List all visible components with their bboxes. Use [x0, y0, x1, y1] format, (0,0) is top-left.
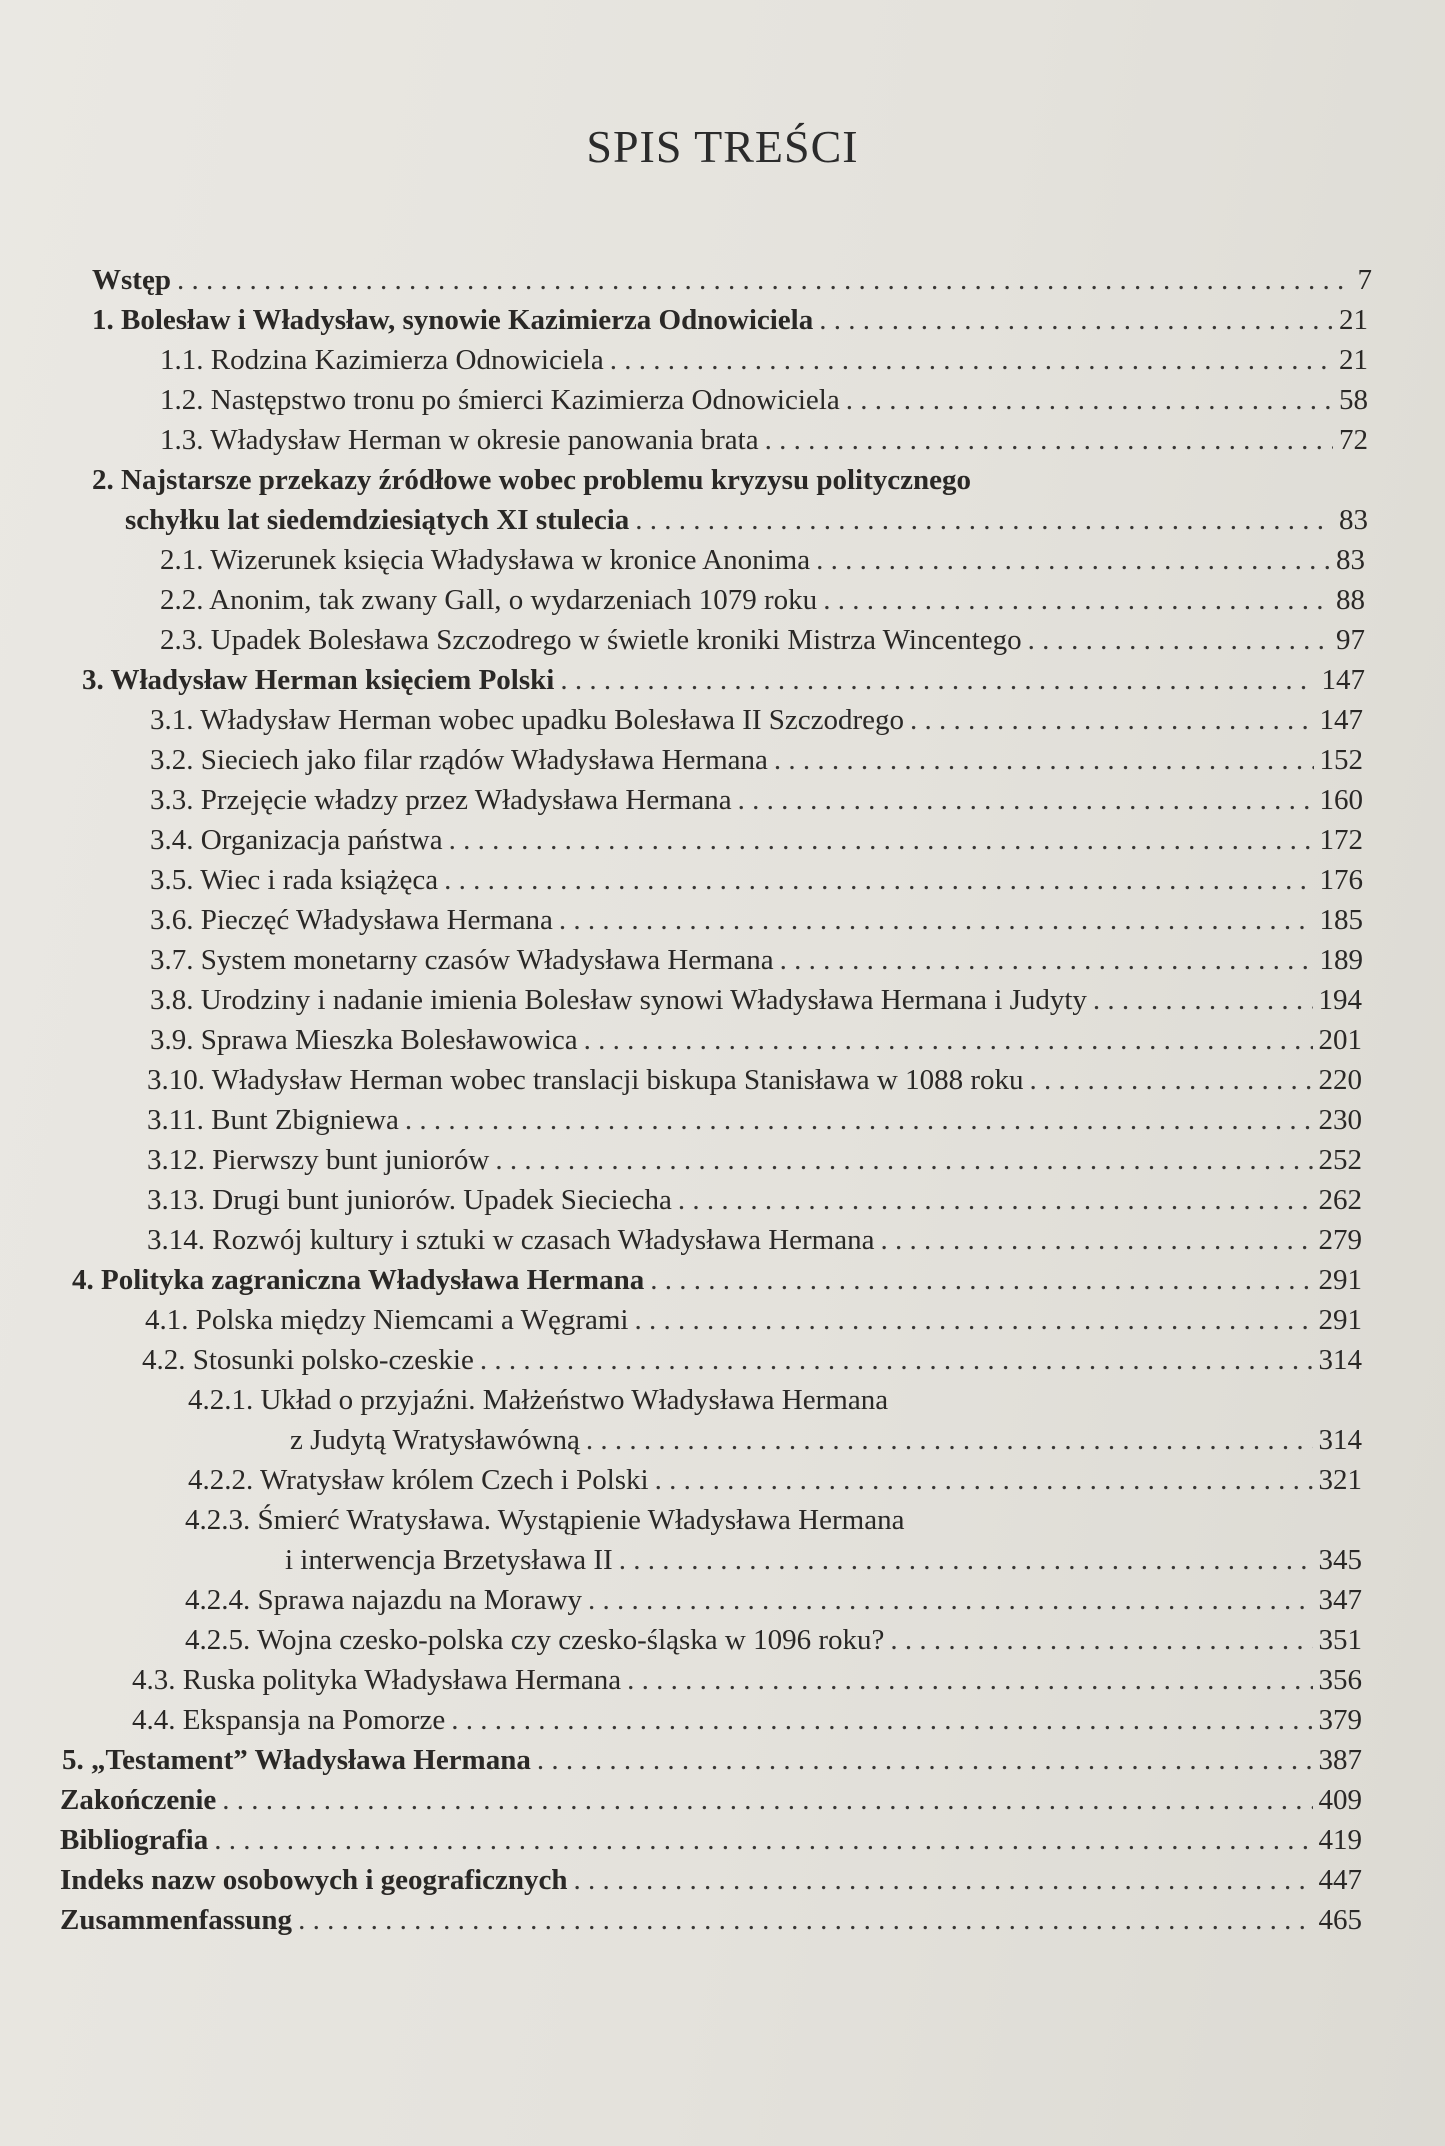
- dot-leader: [560, 662, 1315, 698]
- toc-entry-title: Indeks nazw osobowych i geograficznych: [60, 1864, 568, 1896]
- toc-entry: [92, 302, 1368, 338]
- dot-leader: [816, 542, 1330, 578]
- toc-entry-title: 1.1. Rodzina Kazimierza Odnowiciela: [160, 344, 604, 376]
- toc-entry: [150, 742, 1363, 778]
- toc-entry: [60, 1822, 1362, 1858]
- toc-entry-title: 1. Bolesław i Władysław, synowie Kazimierza Odnowiciela: [92, 304, 814, 336]
- toc-entry-page-number: 419: [1318, 1824, 1362, 1856]
- toc-entry-title: 2.1. Wizerunek księcia Władysława w kronice Anonima: [160, 544, 811, 576]
- dot-leader: [588, 1582, 1312, 1618]
- toc-entry-page-number: 147: [1321, 664, 1365, 696]
- dot-leader: [774, 742, 1314, 778]
- dot-leader: [678, 1182, 1313, 1218]
- toc-entry-title: 3.1. Władysław Herman wobec upadku Bolesława II Szczodrego: [150, 704, 905, 736]
- toc-entry-page-number: 230: [1318, 1104, 1362, 1136]
- toc-entry-title: 3.11. Bunt Zbigniewa: [147, 1104, 399, 1136]
- toc-entry: [125, 502, 1368, 538]
- toc-entry-page-number: 447: [1318, 1864, 1362, 1896]
- dot-leader: [819, 302, 1333, 338]
- dot-leader: [405, 1102, 1313, 1138]
- toc-entry-page-number: 189: [1319, 944, 1363, 976]
- toc-entry-title: 2.2. Anonim, tak zwany Gall, o wydarzeniach 1079 roku: [160, 584, 818, 616]
- toc-entry-page-number: 21: [1339, 344, 1368, 376]
- toc-entry: [150, 782, 1363, 818]
- dot-leader: [610, 342, 1333, 378]
- toc-entry-page-number: 83: [1339, 504, 1368, 536]
- toc-entry-title: 3.13. Drugi bunt juniorów. Upadek Sieciecha: [147, 1184, 672, 1216]
- dot-leader: [1028, 622, 1330, 658]
- toc-entry-page-number: 7: [1357, 264, 1372, 296]
- toc-entry-title: 4.2.4. Sprawa najazdu na Morawy: [185, 1584, 583, 1616]
- toc-entry-title: 4.2.2. Wratysław królem Czech i Polski: [188, 1464, 649, 1496]
- dot-leader: [451, 1702, 1312, 1738]
- dot-leader: [586, 1422, 1313, 1458]
- dot-leader: [298, 1902, 1312, 1938]
- toc-entry: [60, 1862, 1362, 1898]
- toc-entry-title: 4.3. Ruska polityka Władysława Hermana: [132, 1664, 622, 1696]
- dot-leader: [444, 862, 1313, 898]
- toc-entry-title: Wstęp: [92, 264, 171, 296]
- toc-entry-page-number: 409: [1318, 1784, 1362, 1816]
- toc-entry: [62, 1742, 1362, 1778]
- toc-entry-page-number: 194: [1318, 984, 1362, 1016]
- toc-entry: [150, 862, 1363, 898]
- page-title: SPIS TREŚCI: [586, 121, 859, 172]
- toc-entry: [132, 1662, 1362, 1698]
- dot-leader: [1030, 1062, 1313, 1098]
- toc-entry-title: 4.2.5. Wojna czesko-polska czy czesko-śląska w 1096 roku?: [185, 1624, 885, 1656]
- toc-entry-page-number: 356: [1318, 1664, 1362, 1696]
- toc-entry-page-number: 379: [1318, 1704, 1362, 1736]
- toc-entry: [147, 1182, 1362, 1218]
- dot-leader: [480, 1342, 1313, 1378]
- toc-entry-page-number: 465: [1318, 1904, 1362, 1936]
- toc-entry-page-number: 88: [1336, 584, 1365, 616]
- dot-leader: [495, 1142, 1312, 1178]
- toc-entry-page-number: 185: [1319, 904, 1363, 936]
- toc-entry-page-number: 152: [1319, 744, 1363, 776]
- toc-entry-title: 3.5. Wiec i rada książęca: [150, 864, 439, 896]
- toc-entry: [160, 622, 1365, 658]
- toc-entry-page-number: 291: [1318, 1304, 1362, 1336]
- toc-entry-page-number: 314: [1318, 1344, 1362, 1376]
- dot-leader: [823, 582, 1330, 618]
- toc-entry-title: 3.10. Władysław Herman wobec translacji biskupa Stanisława w 1088 roku: [147, 1064, 1024, 1096]
- toc-entry: [185, 1622, 1362, 1658]
- toc-entry-page-number: 172: [1319, 824, 1363, 856]
- dot-leader: [765, 422, 1333, 458]
- toc-entry-page-number: 279: [1318, 1224, 1362, 1256]
- toc-entry-page-number: 345: [1318, 1544, 1362, 1576]
- toc-entry-page-number: 387: [1318, 1744, 1362, 1776]
- toc-entry-page-number: 83: [1336, 544, 1365, 576]
- toc-entry-page-number: 176: [1319, 864, 1363, 896]
- dot-leader: [574, 1862, 1313, 1898]
- toc-entry: [72, 1262, 1362, 1298]
- toc-entry-page-number: 72: [1339, 424, 1368, 456]
- dot-leader: [177, 262, 1352, 298]
- toc-entry-page-number: 160: [1319, 784, 1363, 816]
- dot-leader: [627, 1662, 1312, 1698]
- toc-entry-title-line: 4.2.3. Śmierć Wratysława. Wystąpienie Władysława Hermana: [185, 1504, 905, 1536]
- toc-entry: [188, 1462, 1362, 1498]
- toc-entry-title: 3.14. Rozwój kultury i sztuki w czasach Władysława Hermana: [147, 1224, 875, 1256]
- toc-entry-title: 3.12. Pierwszy bunt juniorów: [147, 1144, 490, 1176]
- toc-entry-title: 1.2. Następstwo tronu po śmierci Kazimierza Odnowiciela: [160, 384, 840, 416]
- toc-entry: [150, 702, 1363, 738]
- toc-entry-page-number: 262: [1318, 1184, 1362, 1216]
- toc-entry: [160, 422, 1368, 458]
- toc-entry-page-number: 21: [1339, 304, 1368, 336]
- toc-entry: [147, 1102, 1362, 1138]
- toc-entry: [82, 662, 1365, 698]
- toc-entry-page-number: 291: [1318, 1264, 1362, 1296]
- toc-entry-page-number: 347: [1318, 1584, 1362, 1616]
- toc-entry-title: Zakończenie: [60, 1784, 217, 1816]
- dot-leader: [910, 702, 1313, 738]
- toc-entry-title: Bibliografia: [60, 1824, 209, 1856]
- toc-entry-title: schyłku lat siedemdziesiątych XI stulecia: [125, 504, 630, 536]
- toc-entry-title: z Judytą Wratysławówną: [290, 1424, 580, 1456]
- dot-leader: [890, 1622, 1312, 1658]
- toc-entry-title-line: 2. Najstarsze przekazy źródłowe wobec problemu kryzysu politycznego: [92, 464, 971, 496]
- dot-leader: [537, 1742, 1313, 1778]
- toc-entry: [142, 1342, 1362, 1378]
- toc-entry: [290, 1422, 1362, 1458]
- toc-entry-title: 4.4. Ekspansja na Pomorze: [132, 1704, 446, 1736]
- toc-entry-title: Zusammenfassung: [60, 1904, 293, 1936]
- toc-entry: [160, 382, 1368, 418]
- dot-leader: [619, 1542, 1313, 1578]
- toc-entry-title: 1.3. Władysław Herman w okresie panowania brata: [160, 424, 759, 456]
- dot-leader: [1093, 982, 1313, 1018]
- toc-entry-title: 3.8. Urodziny i nadanie imienia Bolesław synowi Władysława Hermana i Judyty: [150, 984, 1087, 1016]
- dot-leader: [559, 902, 1314, 938]
- dot-leader: [655, 1462, 1313, 1498]
- dot-leader: [634, 1302, 1312, 1338]
- dot-leader: [222, 1782, 1312, 1818]
- toc-entry: [285, 1542, 1362, 1578]
- toc-entry-title: 5. „Testament” Władysława Hermana: [62, 1744, 531, 1776]
- toc-entry-page-number: 58: [1339, 384, 1368, 416]
- toc-entry-page-number: 314: [1318, 1424, 1362, 1456]
- toc-entry: [150, 982, 1362, 1018]
- toc-entry: [150, 942, 1363, 978]
- toc-entry: [92, 262, 1372, 298]
- toc-entry: [150, 1022, 1362, 1058]
- toc-entry: [147, 1222, 1362, 1258]
- toc-entry-title-line: 4.2.1. Układ o przyjaźni. Małżeństwo Władysława Hermana: [188, 1384, 889, 1416]
- toc-entry: [147, 1062, 1362, 1098]
- toc-entry: [60, 1782, 1362, 1818]
- toc-entry-page-number: 351: [1318, 1624, 1362, 1656]
- toc-entry-title: 3.7. System monetarny czasów Władysława Hermana: [150, 944, 774, 976]
- dot-leader: [584, 1022, 1313, 1058]
- dot-leader: [449, 822, 1314, 858]
- toc-entry-page-number: 97: [1336, 624, 1365, 656]
- toc-entry-page-number: 321: [1318, 1464, 1362, 1496]
- toc-entry-title: 3.3. Przejęcie władzy przez Władysława Hermana: [150, 784, 732, 816]
- toc-entry-page-number: 220: [1318, 1064, 1362, 1096]
- toc-entry: [160, 542, 1365, 578]
- toc-entry-page-number: 147: [1319, 704, 1363, 736]
- dot-leader: [214, 1822, 1312, 1858]
- toc-entry: [150, 822, 1363, 858]
- toc-entry: [150, 902, 1363, 938]
- toc-entry: [185, 1582, 1362, 1618]
- toc-entry: [147, 1142, 1362, 1178]
- toc-entry-page-number: 252: [1318, 1144, 1362, 1176]
- toc-entry-title: i interwencja Brzetysława II: [285, 1544, 613, 1576]
- dot-leader: [635, 502, 1333, 538]
- toc-entry-title: 4.2. Stosunki polsko-czeskie: [142, 1344, 474, 1376]
- toc-entry-title: 2.3. Upadek Bolesława Szczodrego w świetle kroniki Mistrza Wincentego: [160, 624, 1022, 656]
- toc-entry-title: 3. Władysław Herman księciem Polski: [82, 664, 555, 696]
- dot-leader: [846, 382, 1333, 418]
- toc-entry-title: 3.2. Sieciech jako filar rządów Władysława Hermana: [150, 744, 768, 776]
- toc-entry-title: 3.9. Sprawa Mieszka Bolesławowica: [150, 1024, 578, 1056]
- toc-entry: [160, 582, 1365, 618]
- toc-entry: [145, 1302, 1362, 1338]
- toc-entry-title: 3.6. Pieczęć Władysława Hermana: [150, 904, 553, 936]
- dot-leader: [780, 942, 1314, 978]
- dot-leader: [738, 782, 1314, 818]
- toc-entry: [60, 1902, 1362, 1938]
- toc-entry: [160, 342, 1368, 378]
- dot-leader: [880, 1222, 1312, 1258]
- toc-entry-page-number: 201: [1318, 1024, 1362, 1056]
- toc-entry: [132, 1702, 1362, 1738]
- toc-entry-title: 4. Polityka zagraniczna Władysława Hermana: [72, 1264, 645, 1296]
- toc-entry-title: 4.1. Polska między Niemcami a Węgrami: [145, 1304, 629, 1336]
- dot-leader: [650, 1262, 1312, 1298]
- toc-entry-title: 3.4. Organizacja państwa: [150, 824, 443, 856]
